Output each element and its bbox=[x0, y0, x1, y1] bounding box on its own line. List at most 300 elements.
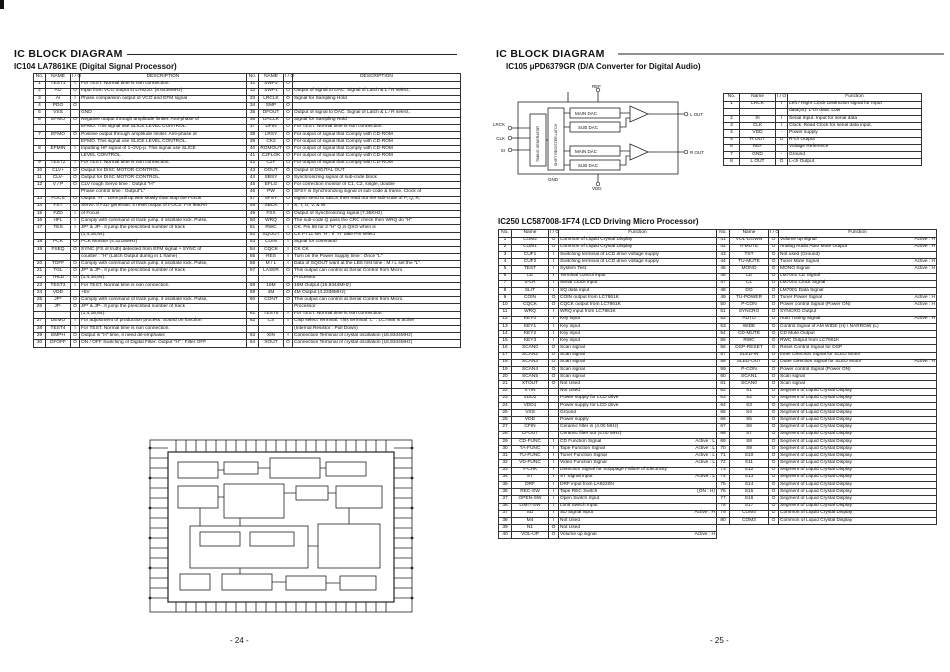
pin-no: 36 bbox=[499, 489, 512, 496]
table-row bbox=[499, 532, 717, 539]
pin-no: 21 bbox=[34, 268, 46, 275]
pin-name: M / L bbox=[259, 261, 284, 268]
pin-io: I bbox=[71, 318, 80, 325]
pin-io: O bbox=[71, 239, 80, 246]
pin-io: I bbox=[549, 338, 559, 345]
pin-no: 14 bbox=[34, 203, 46, 210]
pin-name: S3 bbox=[730, 402, 769, 409]
function-text: Inner Direction Signal for SLED Motor bbox=[780, 352, 861, 358]
pin-no: 60 bbox=[717, 374, 730, 381]
pin-name: S14 bbox=[730, 481, 769, 488]
pin-description bbox=[559, 374, 717, 381]
pin-name: CQCK bbox=[512, 302, 549, 309]
pin-description bbox=[559, 251, 717, 258]
pin-description bbox=[559, 510, 717, 517]
function-text: Volume up signal bbox=[560, 531, 597, 537]
ic250-pin-table-41-80 bbox=[716, 229, 937, 525]
pin-description: Comply with command of track jump, it oscillate kick. Pulse, bbox=[80, 261, 247, 268]
pin-description bbox=[559, 395, 717, 402]
pin-description bbox=[559, 338, 717, 345]
pin-no: 51 bbox=[247, 225, 259, 232]
pin-no: 6 bbox=[724, 144, 740, 151]
pin-description bbox=[559, 381, 717, 388]
pin-no: 29 bbox=[499, 438, 512, 445]
pin-io: O bbox=[769, 460, 779, 467]
pin-description: of Focus bbox=[80, 210, 247, 217]
pin-io: O bbox=[284, 268, 293, 275]
pin-io: I bbox=[549, 510, 559, 517]
function-text: DRF input from LA9220N bbox=[560, 481, 614, 487]
pin-io: O bbox=[284, 218, 293, 225]
pin-io: O bbox=[71, 88, 80, 95]
pin-description: S, T, U, V, & W. bbox=[293, 203, 461, 210]
pin-no: 2 bbox=[34, 88, 46, 95]
pin-name: S-LR bbox=[512, 280, 549, 287]
pin-name: SQOUT bbox=[259, 232, 284, 239]
pin-description bbox=[779, 295, 937, 302]
col-name: NAME bbox=[46, 74, 71, 82]
table-row bbox=[499, 338, 717, 345]
active-level: Active : H bbox=[914, 266, 935, 272]
pin-io: O bbox=[284, 290, 293, 297]
pin-description: Input from VCO output in LA9210. (8.6436MHz) bbox=[80, 88, 247, 95]
pin-io: O bbox=[284, 175, 293, 182]
pin-description: Signal for Sampling Hold bbox=[293, 95, 461, 102]
pin-no: 23 bbox=[499, 395, 512, 402]
function-text: Not Used bbox=[560, 381, 580, 387]
pin-description bbox=[559, 302, 717, 309]
pin-io: I bbox=[549, 453, 559, 460]
pin-description bbox=[559, 410, 717, 417]
pin-io: I bbox=[71, 95, 80, 102]
pin-io: O bbox=[549, 381, 559, 388]
pin-io: O bbox=[769, 323, 779, 330]
pin-no: 54 bbox=[247, 246, 259, 253]
function-text: Ground bbox=[560, 409, 576, 415]
pin-io: I bbox=[549, 474, 559, 481]
table-row bbox=[717, 446, 937, 453]
pin-name: SI bbox=[740, 115, 776, 122]
pin-description bbox=[559, 417, 717, 424]
pin-io: O bbox=[769, 489, 779, 496]
pin-description bbox=[779, 395, 937, 402]
function-text: Scan signal bbox=[780, 373, 805, 379]
pin-description: This output can control at Serial Control from Micro bbox=[293, 297, 461, 304]
pin-name: TEST4 bbox=[46, 325, 71, 332]
pin-no: 74 bbox=[717, 474, 730, 481]
pin-description: JP* & JP-. It jump the prescribed number of track bbox=[80, 268, 247, 275]
pin-name: SCAN0 bbox=[512, 345, 549, 352]
pin-no: 52 bbox=[717, 316, 730, 323]
function-text: Segment of Liquid Crystal Display bbox=[780, 496, 852, 502]
pin-name: 16M bbox=[259, 282, 284, 289]
pin-io: O bbox=[769, 446, 779, 453]
pin-no: 4 bbox=[499, 259, 512, 266]
pin-name: RWC bbox=[730, 338, 769, 345]
pin-io: O bbox=[71, 167, 80, 174]
col-description: DESCRIPTION bbox=[80, 74, 247, 82]
pin-name: COIN bbox=[259, 239, 284, 246]
pin-name: FZD bbox=[46, 210, 71, 217]
pin-description: Output is "H" time, it need de-emphasis bbox=[80, 333, 247, 340]
pin-io: O bbox=[71, 340, 80, 347]
table-row bbox=[717, 323, 937, 330]
pin-no: 5 bbox=[34, 110, 46, 117]
pin-io: O bbox=[769, 453, 779, 460]
pin-no: 70 bbox=[717, 446, 730, 453]
pin-description: Serial Input. Input for serial data bbox=[788, 115, 922, 122]
pin-name: S15 bbox=[730, 489, 769, 496]
pin-name: TGL bbox=[46, 268, 71, 275]
active-level: Active : L bbox=[695, 452, 715, 458]
pin-name: COM1 bbox=[512, 244, 549, 251]
table-header bbox=[499, 230, 717, 238]
pin-no: 49 bbox=[247, 210, 259, 217]
function-text: Video Function Signal bbox=[560, 460, 607, 466]
function-text: Terminal control input bbox=[560, 273, 606, 279]
pin-io: O bbox=[71, 175, 80, 182]
pin-name: S7 bbox=[730, 431, 769, 438]
pin-description bbox=[779, 316, 937, 323]
pin-io: I bbox=[71, 160, 80, 167]
pin-no: 6 bbox=[499, 273, 512, 280]
pin-name: TU-POWER bbox=[730, 295, 769, 302]
dac-main-label-2: MAIN DAC bbox=[575, 149, 598, 154]
pin-name: LASER bbox=[259, 268, 284, 275]
pin-name: VDD1 bbox=[512, 402, 549, 409]
table-header bbox=[717, 230, 937, 238]
pin-description: ON / OFF Switching of Digital Filter. Output "H" : Filter OFF bbox=[80, 340, 247, 347]
active-level: Active : H bbox=[914, 244, 935, 250]
pin-io: O bbox=[284, 131, 293, 138]
pin-io: O bbox=[769, 374, 779, 381]
table-row bbox=[499, 295, 717, 302]
pin-io: I bbox=[71, 210, 80, 217]
pin-description bbox=[779, 402, 937, 409]
table-row bbox=[717, 438, 937, 445]
pin-description bbox=[779, 453, 937, 460]
pin-no: 4 bbox=[34, 103, 46, 110]
pin-io: I bbox=[549, 273, 559, 280]
pin-description bbox=[779, 446, 937, 453]
pin-io: I bbox=[71, 325, 80, 332]
pin-no: 11 bbox=[499, 309, 512, 316]
pin-name: DSP-RESET bbox=[730, 345, 769, 352]
function-text: Auto Tuning Signal bbox=[780, 316, 821, 322]
function-text: Key input bbox=[560, 323, 581, 329]
pin-no: 39 bbox=[247, 139, 259, 146]
table-row bbox=[499, 489, 717, 496]
pin-description: R-ch Output bbox=[788, 137, 922, 144]
dac-sub-label-1: SUB DAC bbox=[578, 125, 599, 130]
pin-no: 50 bbox=[717, 302, 730, 309]
pin-no: 13 bbox=[499, 323, 512, 330]
table-row bbox=[717, 381, 937, 388]
pin-description bbox=[559, 481, 717, 488]
col-no: No. bbox=[724, 94, 740, 102]
pin-name: MONO bbox=[730, 266, 769, 273]
pin-name: FST bbox=[46, 203, 71, 210]
pin-description: (1,4,16,64). bbox=[80, 311, 247, 318]
pin-name: S6 bbox=[730, 424, 769, 431]
dac-sub-label-2: SUB DAC bbox=[578, 163, 599, 168]
pin-name: DFIN bbox=[259, 124, 284, 131]
pin-io: I bbox=[284, 246, 293, 253]
active-level: Active : H bbox=[914, 301, 935, 307]
pin-description bbox=[779, 359, 937, 366]
active-level: Active : L bbox=[695, 438, 715, 444]
active-level: Active : H bbox=[914, 237, 935, 243]
table-row bbox=[499, 259, 717, 266]
pin-no: 1 bbox=[724, 101, 740, 108]
table-row bbox=[724, 151, 922, 158]
pin-io: O bbox=[769, 402, 779, 409]
pin-no: 53 bbox=[247, 239, 259, 246]
pin-description: eighth send to SBCK then read out the sub-code of P, Q, R, bbox=[293, 196, 461, 203]
pin-name: XTIN bbox=[512, 388, 549, 395]
table-row bbox=[724, 130, 922, 137]
table-row bbox=[499, 266, 717, 273]
pin-io: O bbox=[769, 338, 779, 345]
table-row bbox=[499, 323, 717, 330]
pin-name: COIN bbox=[512, 295, 549, 302]
function-text: Scan signal bbox=[560, 366, 585, 372]
pin-no: 57 bbox=[717, 352, 730, 359]
pin-no: 37 bbox=[247, 124, 259, 131]
active-level: (ON : H) bbox=[697, 488, 715, 494]
pin-name: EFLG bbox=[259, 182, 284, 189]
pin-description: 16M Output (16.9344MHz) bbox=[293, 282, 461, 289]
pin-name: EFMO bbox=[46, 131, 71, 138]
pin-no: 3 bbox=[34, 95, 46, 102]
pin-io: I bbox=[549, 266, 559, 273]
table-row bbox=[499, 417, 717, 424]
pin-description: Processor bbox=[293, 304, 461, 311]
pin-io: I bbox=[549, 503, 559, 510]
table-row bbox=[499, 481, 717, 488]
pin-description bbox=[779, 338, 937, 345]
function-text: Common of Liquid Crystal Display bbox=[560, 237, 633, 243]
col-io: I / O bbox=[71, 74, 80, 82]
pin-description: PCK Monitor (4.3218MHz) bbox=[80, 239, 247, 246]
pin-description bbox=[779, 280, 937, 287]
pin-name: DACLK bbox=[259, 117, 284, 124]
pin-no: 53 bbox=[717, 323, 730, 330]
pin-no: 65 bbox=[717, 410, 730, 417]
table-row bbox=[499, 496, 717, 503]
pin-description bbox=[779, 259, 937, 266]
pin-no: 2 bbox=[724, 115, 740, 122]
function-text: Detection Signal for Stoppage Failure of Electricity bbox=[560, 467, 667, 473]
pin-io: - bbox=[776, 151, 788, 158]
function-text: SYNCRO Output bbox=[780, 309, 817, 315]
function-text: Tuner Power Signal bbox=[780, 294, 822, 300]
pin-description bbox=[779, 381, 937, 388]
pin-description: Chip select Terminal. This terminal "L" : LC7866 is active bbox=[293, 318, 461, 325]
function-text: Segment of Liquid Crystal Display bbox=[780, 474, 852, 480]
function-text: Not Used bbox=[560, 388, 580, 394]
pin-io: O bbox=[769, 287, 779, 294]
table-row bbox=[717, 287, 937, 294]
pin-description bbox=[779, 251, 937, 258]
function-text: CQCK output from LC7861K bbox=[560, 301, 621, 307]
pin-name: TEST5 bbox=[259, 311, 284, 318]
pin-no: 3 bbox=[499, 251, 512, 258]
pin-lout: L OUT bbox=[690, 112, 704, 117]
function-text: LM7001 Data Signal bbox=[780, 287, 824, 293]
pin-io: O bbox=[769, 424, 779, 431]
pin-io: I bbox=[284, 333, 293, 340]
pin-description bbox=[559, 474, 717, 481]
function-text: Power supply for LCD drive bbox=[560, 402, 619, 408]
pin-description bbox=[559, 532, 717, 539]
pin-no: 7 bbox=[499, 280, 512, 287]
pin-name: SYNCRO bbox=[730, 309, 769, 316]
pin-clk: CLK bbox=[496, 136, 505, 141]
pin-io: I bbox=[284, 254, 293, 261]
pin-no: 60 bbox=[247, 297, 259, 304]
pin-io bbox=[549, 424, 559, 431]
pin-no: 48 bbox=[717, 287, 730, 294]
pin-name: DFOUT bbox=[259, 110, 284, 117]
pin-name: LRCK bbox=[740, 101, 776, 108]
pin-description: For TEST. Normal time is non connection. bbox=[80, 81, 247, 88]
pin-io: I bbox=[549, 323, 559, 330]
pin-name: DEMO bbox=[46, 318, 71, 325]
pin-name: RWC bbox=[259, 225, 284, 232]
pin-name: SCAN2 bbox=[512, 352, 549, 359]
pin-description: For TEST. Normal time is non connection. bbox=[293, 124, 461, 131]
pin-no: 45 bbox=[247, 182, 259, 189]
pin-description bbox=[559, 366, 717, 373]
pin-no: 8 bbox=[724, 159, 740, 166]
function-text: Not Used bbox=[560, 517, 580, 523]
pin-io: O bbox=[769, 395, 779, 402]
pin-description: Synchronizing signal of sub-code block bbox=[293, 175, 461, 182]
pin-description: Servo. If FZD generate, it reset output of FOCS. For lead-in bbox=[80, 203, 247, 210]
pin-name: TU-FUNC bbox=[512, 453, 549, 460]
pin-name: S5 bbox=[730, 417, 769, 424]
function-text: SD Signal input bbox=[560, 510, 594, 516]
pin-description bbox=[779, 489, 937, 496]
pin-io: O bbox=[769, 503, 779, 510]
pin-no: 40 bbox=[499, 532, 512, 539]
function-text: Segment of Liquid Crystal Display bbox=[780, 409, 852, 415]
active-level: Active : H bbox=[914, 294, 935, 300]
pin-io: O bbox=[769, 302, 779, 309]
table-row bbox=[717, 295, 937, 302]
pin-io: O bbox=[284, 139, 293, 146]
pin-io: O bbox=[284, 182, 293, 189]
pin-io: O bbox=[769, 244, 779, 251]
pin-description bbox=[559, 287, 717, 294]
table-row bbox=[499, 410, 717, 417]
pin-name: PW bbox=[259, 189, 284, 196]
function-text: Segment of Liquid Crystal Display bbox=[780, 445, 852, 451]
table-row bbox=[499, 431, 717, 438]
pin-no: 68 bbox=[717, 431, 730, 438]
pin-io: O bbox=[284, 153, 293, 160]
pin-io: O bbox=[284, 160, 293, 167]
pin-name: ROMOUT bbox=[260, 145, 282, 151]
pin-description bbox=[559, 309, 717, 316]
pin-no: 28 bbox=[499, 431, 512, 438]
pin-description: For output of signal that Comply with CD-ROM bbox=[293, 160, 461, 167]
pin-name: DFOFF bbox=[46, 340, 71, 347]
pin-no: 37 bbox=[499, 510, 512, 517]
function-text: COIN output from LC7861K bbox=[560, 294, 619, 300]
pin-no: 6 bbox=[34, 117, 46, 124]
pin-io: O bbox=[284, 282, 293, 289]
pin-description bbox=[559, 453, 717, 460]
function-text: Tape REC Switch bbox=[560, 488, 598, 494]
pin-name: S11 bbox=[730, 460, 769, 467]
col-name: Name bbox=[740, 94, 776, 102]
pin-name: TEST3 bbox=[46, 282, 71, 289]
pin-name: COM2 bbox=[512, 237, 549, 244]
pin-io: O bbox=[769, 510, 779, 517]
pin-io: O bbox=[769, 388, 779, 395]
pin-description bbox=[559, 431, 717, 438]
table-row bbox=[717, 431, 937, 438]
pin-io: I bbox=[549, 316, 559, 323]
pin-description: Output of signal to DAC. Signal of Latch & L / R select, bbox=[293, 110, 461, 117]
pin-description bbox=[559, 489, 717, 496]
active-level: Active : L bbox=[695, 460, 715, 466]
pin-io: O bbox=[769, 331, 779, 338]
pin-no: 35 bbox=[247, 110, 259, 117]
function-text: SQ data input bbox=[560, 287, 590, 293]
pin-name: SBCK bbox=[259, 203, 284, 210]
pin-description: Processor bbox=[293, 275, 461, 282]
col-function: Function bbox=[779, 230, 937, 238]
col-no: No. bbox=[247, 74, 259, 82]
pin-io bbox=[776, 108, 788, 115]
pin-description bbox=[779, 323, 937, 330]
pin-vdd: VDD bbox=[592, 186, 602, 191]
pin-name: SCAN3 bbox=[512, 359, 549, 366]
pin-name: SMP bbox=[259, 103, 284, 110]
pin-no: 11 bbox=[34, 175, 46, 182]
pin-name: CUF1 bbox=[512, 251, 549, 258]
function-text: CD Mute Output bbox=[780, 330, 815, 336]
function-text: Tuner Mute Signal bbox=[780, 258, 820, 264]
pin-name: HFL bbox=[46, 218, 71, 225]
pin-no: 31 bbox=[499, 453, 512, 460]
pin-no: 41 bbox=[247, 153, 259, 160]
pin-description: GND bbox=[80, 110, 247, 117]
pin-description bbox=[779, 517, 937, 524]
pin-name: A-MUTE bbox=[730, 244, 769, 251]
pin-no: 79 bbox=[717, 510, 730, 517]
pin-name: PDO bbox=[46, 103, 71, 110]
pin-name: XTOUT bbox=[512, 381, 549, 388]
pin-no: 28 bbox=[34, 325, 46, 332]
pin-io: O bbox=[284, 95, 293, 102]
pin-name: VD-FUNC bbox=[512, 460, 549, 467]
pin-description bbox=[779, 417, 937, 424]
pin-io: I bbox=[549, 251, 559, 258]
table-row bbox=[717, 302, 937, 309]
pin-description: Phase comparison output of VCO and EFM signal bbox=[80, 95, 247, 102]
pin-name: VOL-DOWN bbox=[730, 237, 769, 244]
pin-io: O bbox=[769, 359, 779, 366]
pin-name: SFSY bbox=[259, 196, 284, 203]
pin-no: 55 bbox=[247, 254, 259, 261]
pin-name: SLIT bbox=[512, 287, 549, 294]
col-name: Name bbox=[730, 230, 769, 238]
table-row bbox=[717, 517, 937, 524]
